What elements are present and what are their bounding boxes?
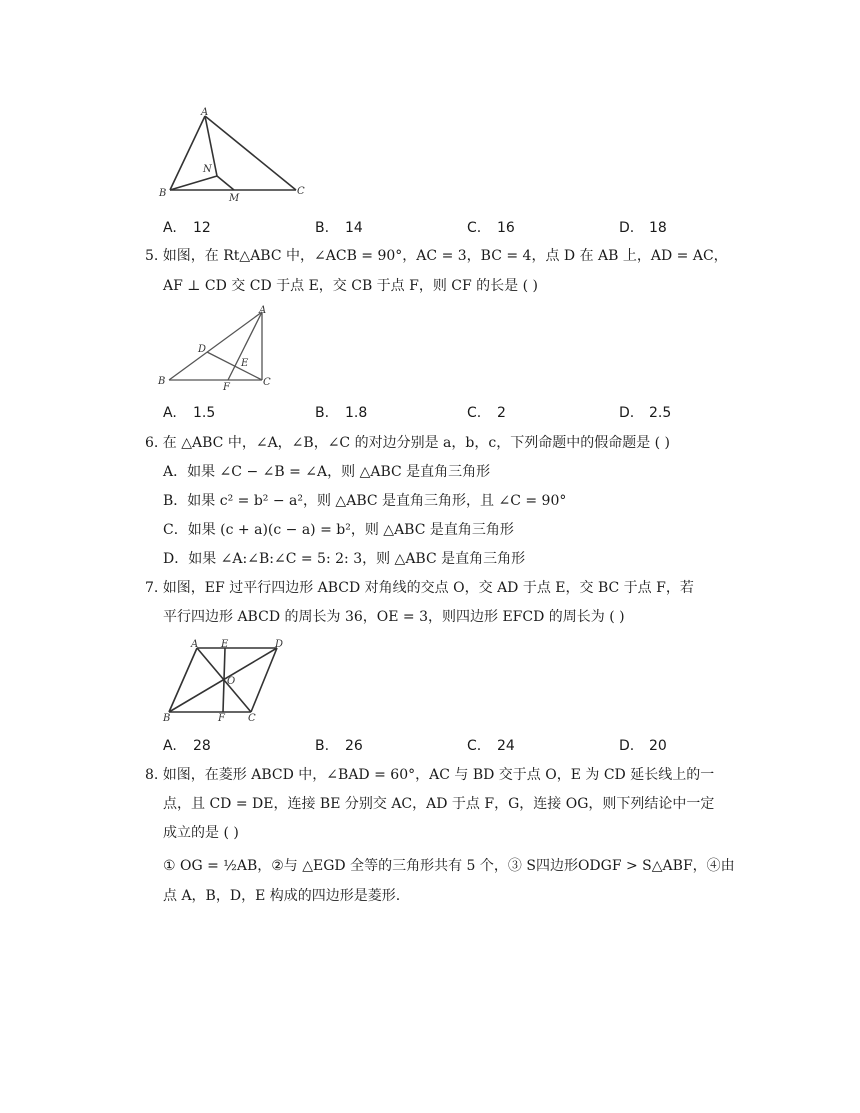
q5-option-a[interactable] — [163, 403, 215, 423]
q5-stem-line2: AF ⊥ CD 交 CD 于点 E，交 CB 于点 F，则 CF 的长是 ( ) — [163, 278, 538, 294]
option-value: 18 — [649, 220, 667, 236]
option-label: B. — [315, 405, 330, 421]
q7-label-o: O — [227, 676, 236, 687]
q8-stem-line2: 点，且 CD = DE，连接 BE 分别交 AC，AD 于点 F，G，连接 OG，则下列结论中一定 — [163, 796, 715, 812]
q4-figure — [155, 104, 315, 204]
option-label: D. — [619, 738, 635, 754]
q7-label-d: D — [275, 639, 284, 650]
q5-stem-line1: 5. 如图，在 Rt△ABC 中，∠ACB = 90°，AC = 3，BC = 4，点 D 在 AB 上，AD = AC， — [145, 248, 728, 264]
q7-label-a: A — [191, 639, 199, 650]
q5-option-d[interactable] — [619, 403, 671, 423]
q8-stem-line3: 成立的是 ( ) — [163, 825, 239, 841]
q4-option-c[interactable] — [467, 218, 515, 238]
option-label: B. — [315, 220, 330, 236]
q8-stem-line1: 8. 如图，在菱形 ABCD 中，∠BAD = 60°，AC 与 BD 交于点 O，E 为 CD 延长线上的一 — [145, 767, 715, 783]
q5-label-b: B — [158, 376, 166, 387]
q7-stem-line1: 7. 如图，EF 过平行四边形 ABCD 对角线的交点 O，交 AD 于点 E，交 BC 于点 F，若 — [145, 580, 694, 596]
q5-figure — [155, 302, 280, 394]
q7-figure — [155, 636, 295, 726]
option-label: D. — [619, 220, 635, 236]
q4-label-c: C — [297, 186, 305, 197]
option-label: D. — [619, 405, 635, 421]
q8-conclusions-line2: 点 A，B，D，E 构成的四边形是菱形. — [163, 888, 401, 904]
option-value: 20 — [649, 738, 667, 754]
option-label: A. — [163, 738, 177, 754]
q5-label-d: D — [198, 344, 207, 355]
q7-stem-line2: 平行四边形 ABCD 的周长为 36，OE = 3，则四边形 EFCD 的周长为 ( ) — [163, 609, 625, 625]
option-value: 14 — [345, 220, 363, 236]
q7-option-c[interactable] — [467, 736, 515, 756]
option-value: 24 — [497, 738, 515, 754]
option-value: 2 — [497, 405, 506, 421]
option-label: B. — [315, 738, 330, 754]
q7-label-b: B — [163, 713, 171, 724]
q6-choice-c[interactable]: C．如果 (c + a)(c − a) = b²，则 △ABC 是直角三角形 — [163, 522, 514, 538]
option-value: 2.5 — [649, 405, 672, 421]
option-label: C. — [467, 405, 482, 421]
option-label: A. — [163, 220, 177, 236]
option-value: 1.8 — [345, 405, 368, 421]
q7-option-d[interactable] — [619, 736, 667, 756]
option-label: C. — [467, 220, 482, 236]
q6-choice-d[interactable]: D．如果 ∠A:∠B:∠C = 5: 2: 3，则 △ABC 是直角三角形 — [163, 551, 526, 567]
q7-option-a[interactable] — [163, 736, 211, 756]
q4-label-m: M — [229, 193, 240, 204]
q7-label-f: F — [218, 713, 225, 724]
q4-option-b[interactable] — [315, 218, 363, 238]
q6-choice-b[interactable]: B．如果 c² = b² − a²，则 △ABC 是直角三角形，且 ∠C = 90° — [163, 493, 567, 509]
q7-label-e: E — [221, 639, 229, 650]
q4-label-b: B — [159, 188, 167, 199]
q4-label-a: A — [201, 107, 209, 118]
q4-label-n: N — [203, 164, 212, 175]
q5-label-c: C — [263, 377, 271, 388]
option-value: 1.5 — [193, 405, 216, 421]
q7-option-b[interactable] — [315, 736, 363, 756]
q4-option-a[interactable] — [163, 218, 211, 238]
option-value: 28 — [193, 738, 211, 754]
option-value: 12 — [193, 220, 211, 236]
q8-conclusions-line1: ① OG = ½AB，②与 △EGD 全等的三角形共有 5 个，③ S四边形ODGF > S△ABF，④由 — [163, 858, 735, 874]
q5-option-b[interactable] — [315, 403, 367, 423]
option-value: 16 — [497, 220, 515, 236]
option-value: 26 — [345, 738, 363, 754]
option-label: A. — [163, 405, 177, 421]
q6-choice-a[interactable]: A．如果 ∠C − ∠B = ∠A，则 △ABC 是直角三角形 — [163, 464, 491, 480]
q5-label-a: A — [259, 305, 267, 316]
q6-stem: 6. 在 △ABC 中，∠A，∠B，∠C 的对边分别是 a，b，c，下列命题中的假命题是 ( ) — [145, 435, 671, 451]
q5-label-e: E — [241, 358, 249, 369]
q7-label-c: C — [248, 713, 256, 724]
q5-option-c[interactable] — [467, 403, 506, 423]
q4-option-d[interactable] — [619, 218, 667, 238]
q5-label-f: F — [223, 382, 230, 393]
option-label: C. — [467, 738, 482, 754]
